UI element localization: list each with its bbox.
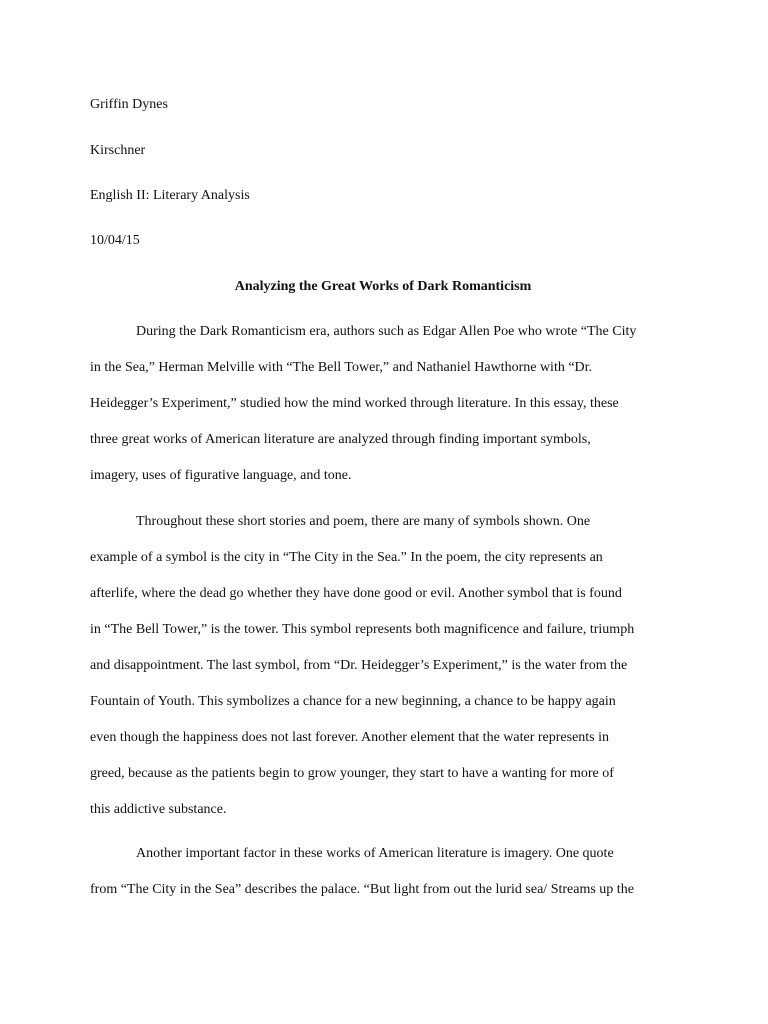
paragraph-line: During the Dark Romanticism era, authors such as Edgar Allen Poe who wrote “The City	[136, 324, 637, 339]
paragraph-line: Fountain of Youth. This symbolizes a chance for a new beginning, a chance to be happy again	[90, 694, 616, 709]
paragraph-line: Another important factor in these works of American literature is imagery. One quote	[136, 846, 614, 861]
instructor-name: Kirschner	[90, 143, 146, 158]
paragraph-line: this addictive substance.	[90, 802, 227, 817]
paragraph-line: example of a symbol is the city in “The City in the Sea.” In the poem, the city represents an	[90, 550, 603, 565]
author-name: Griffin Dynes	[90, 97, 168, 112]
paragraph-line: greed, because as the patients begin to grow younger, they start to have a wanting for more of	[90, 766, 614, 781]
paragraph-line: Heidegger’s Experiment,” studied how the mind worked through literature. In this essay, these	[90, 396, 619, 411]
paragraph-line: afterlife, where the dead go whether they have done good or evil. Another symbol that is found	[90, 586, 622, 601]
paragraph-line: and disappointment. The last symbol, from “Dr. Heidegger’s Experiment,” is the water from the	[90, 658, 628, 673]
course-name: English II: Literary Analysis	[90, 188, 250, 203]
paragraph-line: three great works of American literature are analyzed through finding important symbols,	[90, 432, 591, 447]
paragraph-line: imagery, uses of figurative language, and tone.	[90, 468, 352, 483]
essay-title: Analyzing the Great Works of Dark Romanticism	[234, 279, 532, 294]
paragraph-line: in the Sea,” Herman Melville with “The Bell Tower,” and Nathaniel Hawthorne with “Dr.	[90, 360, 593, 375]
paragraph-line: in “The Bell Tower,” is the tower. This symbol represents both magnificence and failure, triumph	[90, 622, 635, 637]
paragraph-line: from “The City in the Sea” describes the palace. “But light from out the lurid sea/ Streams up the	[90, 882, 634, 897]
essay-date: 10/04/15	[90, 233, 140, 248]
paragraph-line: even though the happiness does not last forever. Another element that the water represents in	[90, 730, 610, 745]
paragraph-line: Throughout these short stories and poem, there are many of symbols shown. One	[136, 514, 591, 529]
